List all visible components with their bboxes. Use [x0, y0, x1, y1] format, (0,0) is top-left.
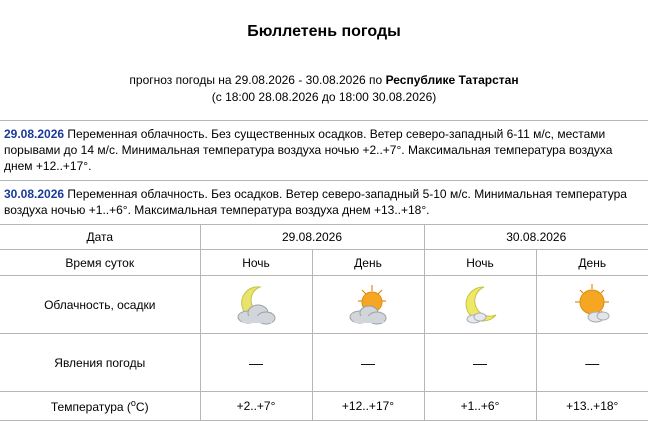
table-row: [0, 250, 648, 276]
period-cell: Ночь: [200, 250, 312, 276]
weather-icon-cell: [312, 276, 424, 334]
forecast-table: [0, 225, 648, 421]
day-summary-date: 30.08.2026: [4, 187, 65, 201]
sun-small-cloud-icon: [566, 283, 618, 327]
period-cell: День: [536, 250, 648, 276]
page-title: Бюллетень погоды: [247, 23, 401, 40]
period-cell: Ночь: [424, 250, 536, 276]
table-row: [0, 392, 648, 421]
forecast-subtitle: [0, 72, 648, 106]
moon-cloud-icon: [230, 283, 282, 327]
phenomena-cell: —: [312, 334, 424, 392]
temperature-cell: +13..+18°: [536, 392, 648, 421]
row-label-time: Время суток: [0, 250, 200, 276]
phenomena-cell: —: [536, 334, 648, 392]
temperature-cell: +12..+17°: [312, 392, 424, 421]
phenomena-cell: —: [424, 334, 536, 392]
day-summary-text: Переменная облачность. Без осадков. Ветер северо-западный 5-10 м/с. Минимальная температура воздуха ночью +1..+6°. Максимальная температура воздуха днем +13..+18°.: [4, 187, 627, 217]
sun-cloud-icon: [342, 283, 394, 327]
weather-icon-cell: [200, 276, 312, 334]
moon-small-cloud-icon: [454, 283, 506, 327]
row-label-cloudiness: Облачность, осадки: [0, 276, 200, 334]
period-cell: День: [312, 250, 424, 276]
row-label-phenomena: Явления погоды: [0, 334, 200, 392]
day-summary-date: 29.08.2026: [4, 127, 65, 141]
weather-icon-cell: [536, 276, 648, 334]
forecast-prefix: прогноз погоды на 29.08.2026 - 30.08.2026 по: [129, 73, 383, 87]
phenomena-cell: —: [200, 334, 312, 392]
table-row: [0, 225, 648, 250]
forecast-period: (с 18:00 28.08.2026 до 18:00 30.08.2026): [211, 90, 437, 104]
temperature-cell: +1..+6°: [424, 392, 536, 421]
region-name: Республике Татарстан: [385, 73, 519, 87]
day-summary: [0, 181, 648, 225]
temperature-cell: +2..+7°: [200, 392, 312, 421]
day-summary: [0, 120, 648, 181]
row-label-date: Дата: [0, 225, 200, 250]
row-label-temperature: [0, 392, 200, 421]
temperature-label-prefix: Температура (: [50, 400, 131, 414]
weather-icon-cell: [424, 276, 536, 334]
date-cell: 30.08.2026: [424, 225, 648, 250]
day-summary-text: Переменная облачность. Без существенных осадков. Ветер северо-западный 6-11 м/с, местами порывами до 14 м/с. Минимальная температура воздуха ночью +2..+7°. Максимальная температура воздуха днем +12..+17°.: [4, 127, 613, 173]
forecast-container: [0, 120, 648, 421]
table-row: [0, 276, 648, 334]
temperature-label-degree: o: [130, 398, 136, 408]
date-cell: 29.08.2026: [200, 225, 424, 250]
temperature-label-suffix: C): [135, 400, 149, 414]
table-row: [0, 334, 648, 392]
